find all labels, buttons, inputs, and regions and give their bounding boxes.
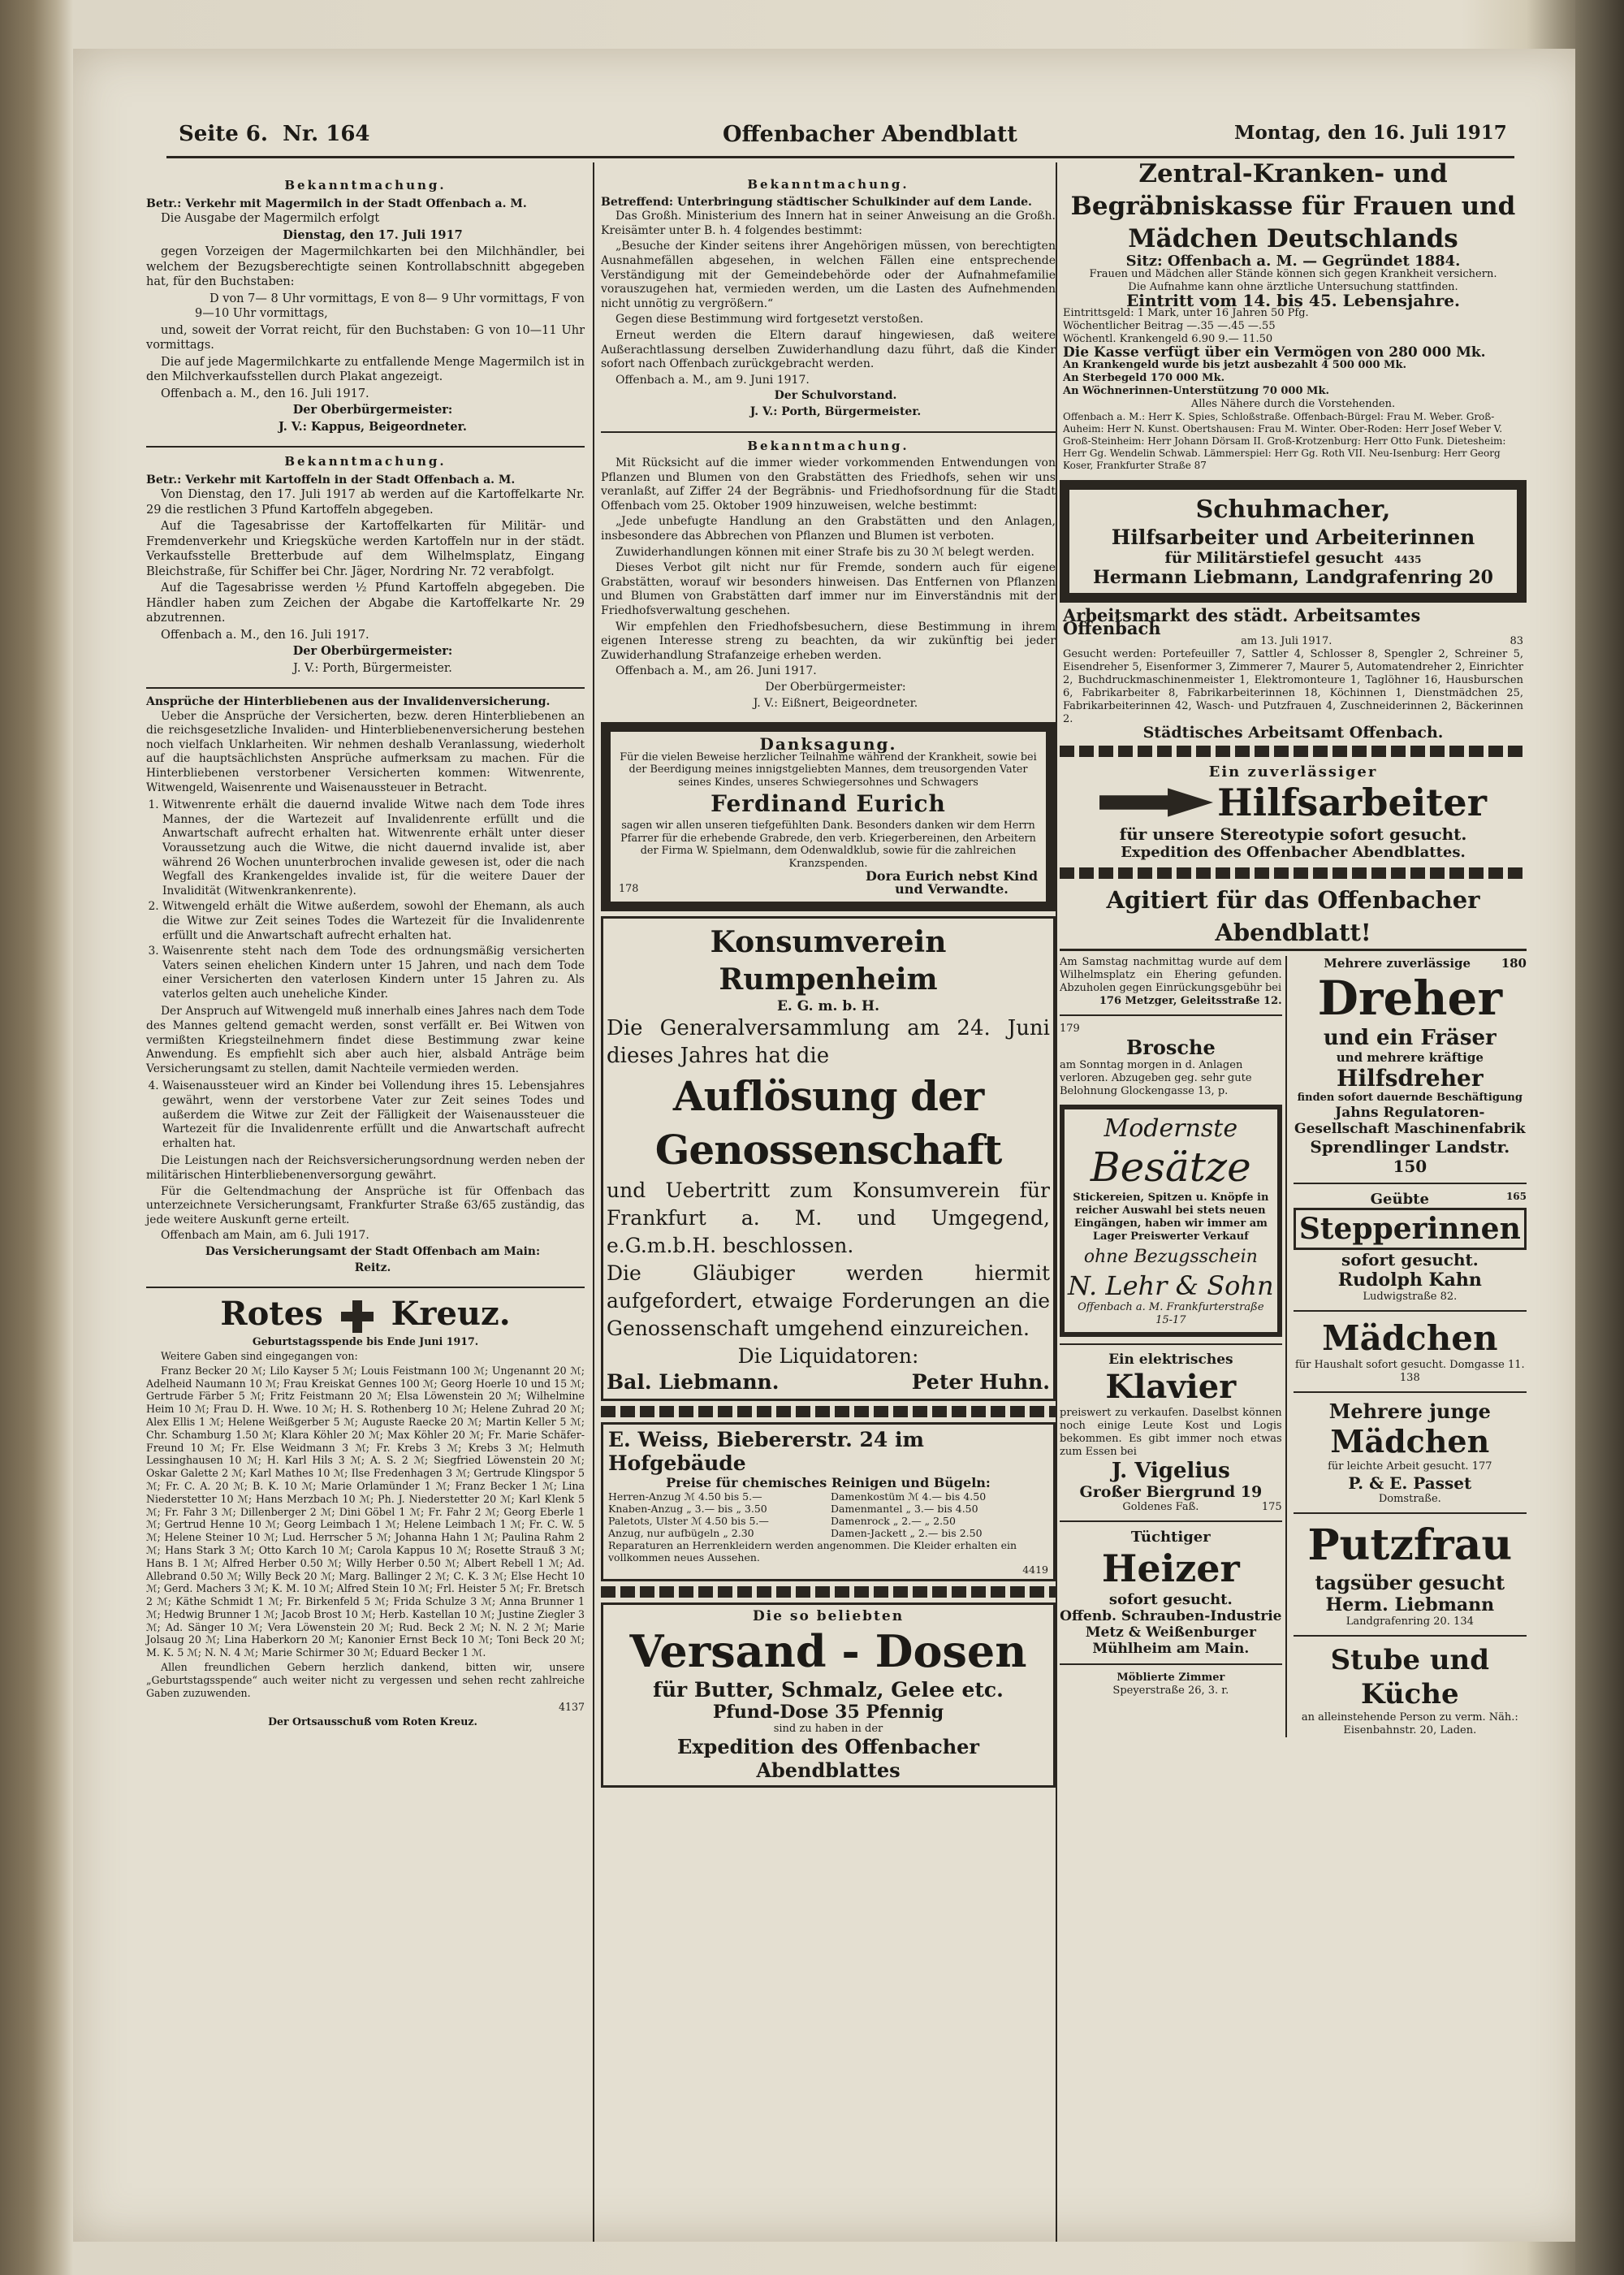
notice-text: Die Leistungen nach der Reichsversicherungsordnung werden neben der militärischen Hinterbliebenenversorgung gewährt.	[146, 1154, 585, 1182]
notice-signature: J. V.: Kappus, Beigeordneter.	[279, 419, 467, 434]
column-2	[601, 175, 1056, 1793]
ad-signature: Dora Eurich nebst Kind	[866, 868, 1038, 884]
separator	[1060, 1014, 1282, 1016]
benefit-list	[146, 1079, 585, 1151]
ad-text: Alles Nähere durch die Vorstehenden.	[1190, 398, 1396, 410]
ad-address: Speyerstraße 26, 3. r.	[1112, 1685, 1229, 1697]
notice-title: Bekanntmachung.	[747, 438, 909, 453]
ad-text: am 13. Juli 1917.	[1241, 635, 1332, 647]
ad-danksagung	[601, 722, 1056, 911]
ad-title: E. Weiss, Biebererstr. 24 im Hofgebäude	[608, 1428, 924, 1476]
notice-text: Allen freundlichen Gebern herzlich dankend, bitten wir, unsere „Geburtstagsspende“ auch weiter nicht zu vergessen und sehen recht zahlreiche Gaben zuzuwenden.	[146, 1661, 585, 1699]
header-number: Nr. 164	[283, 122, 370, 146]
notice-title: Bekanntmachung.	[284, 178, 447, 192]
ad-text: Expedition des Offenbacher Abendblattes	[676, 1735, 980, 1783]
ad-code: 175	[1261, 1501, 1282, 1513]
notice-place: Offenbach a. M., am 9. Juni 1917.	[615, 373, 810, 387]
ad-headline: Eintritt vom 14. bis 45. Lebensjahre.	[1126, 291, 1460, 310]
ad-text: Die Gläubiger werden hiermit aufgefordert, etwaige Forderungen an die Genossenschaft umgehend einzureichen.	[607, 1261, 1050, 1341]
small-ads-grid	[1060, 956, 1527, 1737]
ad-schuhmacher	[1060, 480, 1527, 603]
ad-text: an alleinstehende Person zu verm. Näh.: Eisenbahnstr. 20, Laden.	[1301, 1711, 1518, 1737]
notice-subject: Betreffend: Unterbringung städtischer Schulkinder auf dem Lande.	[601, 195, 1032, 209]
ad-hilfsarbeiter	[1060, 762, 1527, 863]
separator	[1294, 1512, 1527, 1514]
notice-signature: J. V.: Porth, Bürgermeister.	[293, 661, 452, 675]
notice-place: Offenbach a. M., den 16. Juli 1917.	[161, 628, 369, 642]
notice-text: Die auf jede Magermilchkarte zu entfallende Menge Magermilch ist in den Milchverkaufsstellen durch Plakat angezeigt.	[146, 355, 585, 383]
ad-text: Stickereien, Spitzen u. Knöpfe in reicher Auswahl bei stets neuen Eingängen, haben wir immer am Lager Preiswerter Verkauf	[1073, 1192, 1269, 1243]
ad-code: 138	[1399, 1372, 1420, 1384]
ad-title: Heizer	[1101, 1546, 1240, 1590]
column-3	[1060, 154, 1527, 1737]
ad-code: 134	[1453, 1615, 1474, 1628]
list-item: 3. Waisenrente steht nach dem Tode des ordnungsmäßig versicherten Vaters seinen ehelichen Kindern unter 15 Jahren, und nach dem Tode einer Versicherten den vaterlosen Kindern unter 15 Jahren zu. Als vaterlos gelten auch uneheliche Kinder.	[162, 945, 585, 1001]
notice-text: Für die Geltendmachung der Ansprüche ist für Offenbach das unterzeichnete Versicherungsamt, Frankfurter Straße 63/65 zuständig, das jede weitere Auskunft gerne erteilt.	[146, 1184, 585, 1226]
notice-signature: J. V.: Eißnert, Beigeordneter.	[753, 696, 918, 710]
ad-text: für Butter, Schmalz, Gelee etc.	[653, 1678, 1004, 1702]
ad-firm: N. Lehr & Sohn	[1068, 1270, 1274, 1301]
notice-signature: Der Oberbürgermeister:	[765, 681, 906, 694]
separator	[146, 1287, 585, 1288]
ad-text: preiswert zu verkaufen. Daselbst können noch einige Leute Kost und Logis bekommen. Es gibt immer noch etwas zum Essen bei	[1060, 1407, 1282, 1458]
decorative-border	[1060, 867, 1527, 879]
ad-code: 4137	[558, 1701, 585, 1714]
decorative-border	[601, 1586, 1056, 1598]
separator	[1294, 1635, 1527, 1637]
ad-title: Danksagung.	[759, 734, 897, 755]
notice-text: Ueber die Ansprüche der Versicherten, bezw. deren Hinterbliebenen an die reichsgesetzliche Invaliden- und Hinterbliebenenversicherung bestehen noch vielfach Unklarheiten. Wir nehmen deshalb Veranlassung, wiederholt auf die hauptsächlichsten Ansprüche aufmerksam zu machen. Für die Hinterbliebenen verstorbener Versicherten kommen: Witwenrente, Witwengeld, Waisenrente und Waisenaussteuer in Betracht.	[146, 709, 585, 794]
ad-title: Konsumverein Rumpenheim	[710, 925, 947, 997]
rate-row: Wöchentl. Krankengeld 6.90 9.— 11.50	[1063, 333, 1273, 345]
header-paper-title: Offenbacher Abendblatt	[723, 122, 1017, 147]
ad-code: 179	[1060, 1023, 1080, 1035]
ad-text: Für die vielen Beweise herzlicher Teilnahme während der Krankheit, sowie bei der Beerdigung meines innigstgeliebten Mannes, dem treusorgenden Vater seines Kindes, unseres Schwiegersohnes und Schwagers	[620, 750, 1037, 789]
ad-title: Mädchen	[1330, 1423, 1490, 1460]
ad-title: Arbeitsmarkt des städt. Arbeitsamtes Offenbach	[1063, 605, 1421, 638]
notice-text: Auf die Tagesabrisse werden ½ Pfund Kartoffeln abgegeben. Die Händler haben zum Zeichen der Abgabe die Kartoffelkarte Nr. 29 abzutrennen.	[146, 582, 585, 625]
ad-text: und mehrere kräftige	[1336, 1050, 1484, 1065]
ad-zentralkasse	[1060, 154, 1527, 475]
ad-text: finden sofort dauernde Beschäftigung	[1297, 1092, 1522, 1104]
price-row: Damenrock „ 2.— „ 2.50	[831, 1515, 956, 1528]
ad-text: Frauen und Mädchen aller Stände können sich gegen Krankheit versichern.	[1089, 268, 1497, 280]
notice-text: Der Anspruch auf Witwengeld muß innerhalb eines Jahres nach dem Tode des Mannes geltend gemacht werden, sonst verfällt er. Bei Witwen von vermißten Kriegsteilnehmern findet diese Bestimmung zwar keine Anwendung. Es empfiehlt sich aber auch hier, alsbald Anträge beim Versicherungsamt zu stellen, damit Nachteile vermieden werden.	[146, 1005, 585, 1075]
benefit-list	[146, 798, 585, 1001]
ad-address: Ludwigstraße 82.	[1363, 1291, 1458, 1303]
rotes-kreuz	[146, 1295, 585, 1728]
rate-row: An Krankengeld wurde bis jetzt ausbezahlt 4 500 000 Mk.	[1063, 359, 1406, 371]
ad-text: Mehrere zuverlässige	[1324, 956, 1471, 971]
notice-text: Auf die Tagesabrisse der Kartoffelkarten für Militär- und Fremdenverkehr und Kriegsküche werden Kartoffeln nur in der städt. Verkaufsstelle Bretterbude auf dem Wilhelmsplatz, Eingang Bleichstraße, für Schiffer bei Chr. Jäger, Nordring Nr. 72 verabfolgt.	[146, 520, 585, 578]
decorative-border	[1060, 746, 1527, 757]
ad-title: Möblierte Zimmer	[1116, 1672, 1225, 1684]
ad-code: 180	[1501, 956, 1527, 971]
notice-text: und, soweit der Vorrat reicht, für den Buchstaben: G von 10—11 Uhr vormittags.	[146, 323, 585, 352]
notice-magermilch	[146, 178, 585, 435]
ad-text: ohne Bezugsschein	[1083, 1247, 1258, 1267]
ad-zimmer	[1060, 1672, 1282, 1698]
ad-weiss	[601, 1422, 1056, 1581]
ad-text: und ein Fräser	[1323, 1026, 1497, 1050]
ad-text: für Militärstiefel gesucht	[1164, 549, 1384, 567]
rate-row: An Wöchnerinnen-Unterstützung 70 000 Mk.	[1063, 385, 1329, 397]
ad-text: für unsere Stereotypie sofort gesucht.	[1119, 824, 1467, 844]
ad-firm: P. & E. Passet	[1348, 1473, 1472, 1493]
notice-text: Weitere Gaben sind eingegangen von:	[161, 1349, 358, 1362]
ad-konsumverein	[601, 916, 1056, 1401]
notice-text: Zuwiderhandlungen können mit einer Strafe bis zu 30 ℳ belegt werden.	[615, 545, 1034, 559]
column-1	[146, 175, 585, 1740]
price-row: Herren-Anzug ℳ 4.50 bis 5.—	[608, 1490, 762, 1503]
ad-text: sofort gesucht.	[1108, 1591, 1233, 1608]
price-row: Damenmantel „ 3.— bis 4.50	[831, 1503, 978, 1516]
ad-signature: Peter Huhn.	[911, 1370, 1050, 1395]
ad-title: Stepperinnen	[1294, 1208, 1527, 1250]
pointing-hand-icon	[1099, 785, 1213, 820]
small-ads-left	[1060, 956, 1287, 1737]
ad-signature: Bal. Liebmann.	[607, 1370, 780, 1395]
ad-title: Mädchen	[1322, 1318, 1498, 1358]
notice-text: Gegen diese Bestimmung wird fortgesetzt verstoßen.	[615, 313, 924, 327]
ad-title: Hilfsarbeiter	[1217, 781, 1487, 824]
ad-name: Ferdinand Eurich	[710, 790, 946, 818]
notice-subject: Betr.: Verkehr mit Magermilch in der Stadt Offenbach a. M.	[146, 197, 527, 210]
price-row: Anzug, nur aufbügeln „ 2.30	[608, 1527, 754, 1540]
ad-code: 178	[619, 882, 639, 895]
notice-signature: J. V.: Porth, Bürgermeister.	[749, 404, 922, 418]
rotes-kreuz-heading	[146, 1295, 585, 1334]
notice-text: D von 7— 8 Uhr vormittags, E von 8— 9 Uhr vormittags, F von 9—10 Uhr vormittags,	[195, 292, 585, 320]
ad-headline: Auflösung der Genossenschaft	[654, 1072, 1002, 1174]
ad-text: Die Kasse verfügt über ein Vermögen von 280 000 Mk.	[1063, 344, 1486, 361]
ad-versanddosen	[601, 1602, 1056, 1788]
ad-text: Offenb. Schrauben-Industrie Metz & Weißenburger Mühlheim am Main.	[1060, 1608, 1282, 1657]
ad-text: Ein zuverlässiger	[1208, 763, 1378, 781]
ad-code: 165	[1505, 1191, 1527, 1202]
notice-place: Offenbach a. M., den 16. Juli 1917.	[161, 387, 369, 400]
ad-subtitle: Sitz: Offenbach a. M. — Gegründet 1884.	[1125, 253, 1461, 270]
ad-klavier	[1060, 1352, 1282, 1514]
rotes-kreuz-title: Kreuz.	[391, 1295, 511, 1334]
list-item: 2. Witwengeld erhält die Witwe außerdem, sowohl der Ehemann, als auch die Witwe zur Zeit seines Todes die Wartezeit für die Invalidenrente erfüllt und die Anwartschaft aufrecht erhalten hat.	[162, 900, 585, 943]
ad-signature: und Verwandte.	[895, 880, 1009, 897]
ad-text: Mehrere junge	[1328, 1399, 1491, 1423]
rotes-kreuz-subtitle: Geburtstagsspende bis Ende Juni 1917.	[252, 1335, 479, 1348]
notice-place: Offenbach a. M., am 26. Juni 1917.	[615, 664, 817, 678]
ad-text: am Sonntag morgen in d. Anlagen verloren. Abzugeben geg. sehr gute Belohnung Glockengasse 13, p.	[1060, 1059, 1252, 1097]
notice-kartoffeln	[146, 454, 585, 676]
price-row: Knaben-Anzug „ 3.— bis „ 3.50	[608, 1503, 767, 1516]
ad-title: Brosche	[1125, 1036, 1216, 1059]
notice-text: Wir empfehlen den Friedhofsbesuchern, diese Bestimmung in ihrem eigenen Interesse streng zu beachten, da wir zukünftig bei jeder Zuwiderhandlung Strafanzeige erheben werden.	[601, 620, 1056, 662]
notice-text: Die Ausgabe der Magermilch erfolgt	[161, 212, 380, 225]
notice-title: Bekanntmachung.	[747, 177, 909, 192]
separator	[1294, 1310, 1527, 1312]
price-row: Paletots, Ulster ℳ 4.50 bis 5.—	[608, 1515, 769, 1528]
ad-title: Putzfrau	[1307, 1520, 1513, 1570]
rotes-kreuz-title: Rotes	[220, 1295, 323, 1334]
ad-text: und Uebertritt zum Konsumverein für Frankfurt a. M. und Umgegend, e.G.m.b.H. beschlossen.	[607, 1179, 1050, 1258]
ad-text: Geübte	[1370, 1191, 1429, 1208]
ad-firm: Herm. Liebmann	[1325, 1594, 1495, 1615]
notice-signature: Der Oberbürgermeister:	[292, 403, 453, 417]
small-ads-right	[1290, 956, 1527, 1737]
ad-address: Landgrafenring 20.	[1345, 1615, 1450, 1628]
column-rule-2	[1056, 162, 1057, 2242]
notice-text: Dieses Verbot gilt nicht nur für Fremde, sondern auch für eigene Grabstätten, worauf wir besonders hinweisen. Das Entfernen von Pflanzen und Blumen von Grabstätten darf immer nur im Einverständnis mit der Friedhofsverwaltung geschehen.	[601, 561, 1056, 618]
price-row: Damenkostüm ℳ 4.— bis 4.50	[831, 1490, 987, 1503]
notice-signature: Der Ortsausschuß vom Roten Kreuz.	[268, 1715, 477, 1728]
header-date: Montag, den 16. Juli 1917	[1234, 122, 1507, 144]
ad-title: Stube und Küche	[1330, 1644, 1490, 1711]
ad-text: Die so beliebten	[752, 1608, 905, 1625]
ad-subtitle: Preise für chemisches Reinigen und Bügeln:	[666, 1475, 991, 1491]
separator	[601, 431, 1056, 433]
ad-text: Expedition des Offenbacher Abendblattes.	[1121, 844, 1466, 861]
price-table	[608, 1490, 1048, 1539]
ad-price: Pfund-Dose 35 Pfennig	[712, 1702, 944, 1724]
notice-text: Mit Rücksicht auf die immer wieder vorkommenden Entwendungen von Pflanzen und Blumen von den Grabstätten des Friedhofs, sehen wir uns veranlaßt, auf Ziffer 24 der Begräbnis- und Friedhofsordnung für die Stadt Offenbach vom 25. Oktober 1909 hinzuweisen, welche bestimmt:	[601, 456, 1056, 513]
notice-date-bold: Dienstag, den 17. Juli 1917	[283, 227, 463, 242]
header-page: Seite 6. Nr. 164	[179, 122, 370, 146]
notice-text: Das Großh. Ministerium des Innern hat in seiner Anweisung an die Großh. Kreisämter unter B. h. 4 folgendes bestimmt:	[601, 210, 1056, 237]
ad-text: Die Aufnahme kann ohne ärztliche Untersuchung stattfinden.	[1128, 281, 1458, 293]
notice-title: Bekanntmachung.	[284, 454, 447, 469]
red-cross-icon	[341, 1300, 374, 1333]
list-item: 1. Witwenrente erhält die dauernd invalide Witwe nach dem Tode ihres Mannes, der die Wartezeit auf Invalidenrente erfüllt und die Anwartschaft aufrecht erhalten hat. Witwenrente erhält unter dieser Voraussetzung auch die Witwe, die nicht dauernd invalide ist, aber während 26 Wochen ununterbrochen invalide gewesen ist, oder die nach Wegfall des Krankengeldes invalide ist, für die weitere Dauer der Invalidität (Witwenkrankenrente).	[162, 798, 585, 898]
ad-stube-kueche	[1294, 1643, 1527, 1737]
ad-text: Die Liquidatoren:	[737, 1344, 919, 1369]
notice-text: gegen Vorzeigen der Magermilchkarten bei den Milchhändler, bei welchem der Bezugsberechtigte seinen Kontrollabschnitt abgegeben hat, für den Buchstaben:	[146, 245, 585, 288]
ad-signature: 176 Metzger, Geleitsstraße 12.	[1099, 995, 1282, 1007]
ad-title: Zentral-Kranken- und Begräbniskasse für Frauen und Mädchen Deutschlands	[1070, 159, 1516, 253]
notice-signature: Reitz.	[354, 1261, 391, 1274]
ad-text: Ein elektrisches	[1108, 1352, 1233, 1368]
arbeitsmarkt	[1060, 605, 1527, 742]
ad-text: Gesucht werden: Portefeuiller 7, Sattler 4, Schlosser 8, Spengler 2, Schreiner 5, Eisendreher 5, Eisenformer 3, Zimmerer 7, Maurer 5, Automatendreher 2, Einrichter 2, Buchdruckmaschinenmeister 1, Elektromonteure 1, Taglöhner 16, Hausburschen 6, Fabrikarbeiter 8, Fabrikarbeiterinnen 18, Köchinnen 1, Dienstmädchen 25, Fabrikarbeiterinnen 42, Wasch- und Putzfrauen 4, Zuschneiderinnen 2, Bäckerinnen 2.	[1063, 648, 1523, 725]
notice-friedhof	[601, 439, 1056, 711]
ad-text: Reparaturen an Herrenkleidern werden angenommen. Die Kleider erhalten ein vollkommen neues Aussehen.	[608, 1539, 1017, 1564]
ad-title: Dreher	[1317, 971, 1503, 1026]
ad-title: Schuhmacher,	[1195, 495, 1391, 524]
ad-address: Offenbach a. M. Frankfurterstraße 15-17	[1078, 1301, 1264, 1326]
rate-row: Eintrittsgeld: 1 Mark, unter 16 Jahren 50 Pfg.	[1063, 307, 1309, 319]
ad-code: 177	[1471, 1460, 1492, 1473]
ad-besaetze	[1060, 1105, 1282, 1337]
ad-address: Großer Biergrund 19	[1079, 1483, 1263, 1501]
notice-signature: Der Schulvorstand.	[774, 389, 897, 403]
rate-row: An Sterbegeld 170 000 Mk.	[1063, 372, 1225, 384]
ad-title: Klavier	[1105, 1368, 1237, 1406]
ad-maedchen-1	[1294, 1318, 1527, 1385]
separator	[1294, 1391, 1527, 1393]
ad-heizer	[1060, 1529, 1282, 1657]
ad-title: Versand - Dosen	[629, 1625, 1027, 1678]
ad-title: Besätze	[1090, 1144, 1251, 1191]
ad-text: Die Generalversammlung am 24. Juni dieses Jahres hat die	[607, 1016, 1050, 1069]
rate-row: Wöchentlicher Beitrag —.35 —.45 —.55	[1063, 320, 1276, 332]
notice-text: Von Dienstag, den 17. Juli 1917 ab werden auf die Kartoffelkarte Nr. 29 die restlichen 3 Pfund Kartoffeln abgegeben.	[146, 488, 585, 517]
notice-text: „Besuche der Kinder seitens ihrer Angehörigen müssen, von berechtigten Ausnahmefällen abgesehen, in welchen Fällen eine entsprechende Verständigung mit der Gemeindebehörde oder der Aufnahmefamilie vorauszugehen hat, vermieden werden, um die Lasten des Aufnehmenden nicht unnötig zu vergrößern.“	[601, 240, 1056, 310]
ad-text: Hermann Liebmann, Landgrafenring 20	[1093, 567, 1493, 588]
ad-putzfrau	[1294, 1520, 1527, 1628]
ad-text: sind zu haben in der	[773, 1723, 883, 1736]
notice-signature: Der Oberbürgermeister:	[292, 644, 453, 658]
ad-text: Goldenes Faß.	[1122, 1501, 1199, 1513]
separator	[1060, 1520, 1282, 1522]
ad-text: Tüchtiger	[1130, 1529, 1211, 1546]
ad-title: Modernste	[1104, 1114, 1238, 1143]
ad-dreher	[1294, 956, 1527, 1176]
notice-schulkinder	[601, 178, 1056, 420]
column-rule-1	[593, 162, 594, 2242]
ad-text: für Haushalt sofort gesucht. Domgasse 11.	[1294, 1359, 1525, 1371]
agent-list: Offenbach a. M.: Herr K. Spies, Schloßstraße. Offenbach-Bürgel: Frau M. Weber. Groß-Auheim: Herr N. Kunst. Obertshausen: Frau M. Winter. Ober-Roden: Herr Josef Weber V. Groß-Steinheim: Herr Johann Dörsam II. Groß-Krotzenburg: Herr Otto Funk. Dietesheim: Herr Gg. Wendelin Schwab. Lämmerspiel: Herr Gg. Roth VII. Neu-Isenburg: Herr Georg Koser, Frankfurter Straße 87	[1063, 411, 1506, 471]
ad-text: für leichte Arbeit gesucht.	[1328, 1460, 1469, 1473]
ad-code: 4435	[1394, 554, 1422, 565]
ad-code: 4419	[1022, 1564, 1048, 1576]
ad-signature: Städtisches Arbeitsamt Offenbach.	[1142, 724, 1444, 742]
ad-text: tagsüber gesucht	[1315, 1571, 1505, 1594]
ad-address: Sprendlinger Landstr. 150	[1310, 1137, 1510, 1176]
separator	[146, 687, 585, 689]
ad-firm: Rudolph Kahn	[1337, 1269, 1482, 1291]
notice-subject: Betr.: Verkehr mit Kartoffeln in der Stadt Offenbach a. M.	[146, 473, 516, 487]
separator	[1294, 1183, 1527, 1184]
notice-place: Offenbach am Main, am 6. Juli 1917.	[161, 1229, 369, 1243]
ad-text: Jahns Regulatoren-Gesellschaft Maschinenfabrik	[1294, 1105, 1526, 1137]
ad-code: 83	[1510, 635, 1523, 647]
notice-signature: Das Versicherungsamt der Stadt Offenbach am Main:	[205, 1244, 541, 1258]
separator	[146, 446, 585, 448]
donor-list: Franz Becker 20 ℳ; Lilo Kayser 5 ℳ; Louis Feistmann 100 ℳ; Ungenannt 20 ℳ; Adelheid Naumann 10 ℳ; Frau Kreiskat Gennes 100 ℳ; Georg Hoerle 10 und 15 ℳ; Gertrude Färber 5 ℳ; Fritz Feistmann 20 ℳ; Elsa Löwenstein 20 ℳ; Wilhelmine Heim 10 ℳ; Frau D. H. Wwe. 10 ℳ; H. S. Rothenberg 10 ℳ; Helene Zuhrad 20 ℳ; Alex Ellis 1 ℳ; Helene Weißgerber 5 ℳ; Auguste Raecke 20 ℳ; Martin Keller 5 ℳ; Chr. Schamburg 1.50 ℳ; Klara Köhler 20 ℳ; Max Köhler 20 ℳ; Fr. Marie Schäfer-Freund 10 ℳ; Fr. Else Weidmann 3 ℳ; Fr. Krebs 3 ℳ; Krebs 3 ℳ; Helmuth Lessinghausen 10 ℳ; H. Karl Hils 3 ℳ; A. S. 2 ℳ; Siegfried Löwenstein 20 ℳ; Oskar Galette 2 ℳ; Karl Mathes 10 ℳ; Ilse Fredenhagen 3 ℳ; Gertrude Klingspor 5 ℳ; Fr. C. A. 20 ℳ; B. K. 10 ℳ; Marie Orlamünder 1 ℳ; Franz Becker 1 ℳ; Lina Niederstetter 10 ℳ; Hans Merzbach 10 ℳ; Ph. J. Niederstetter 20 ℳ; Karl Klenk 5 ℳ; Fr. Fahr 3 ℳ; Dillenberger 2 ℳ; Dini Göbel 1 ℳ; Fr. Fahr 2 ℳ; Georg Eberle 1 ℳ; Gertrud Henne 10 ℳ; Georg Leimbach 1 ℳ; Helene Leimbach 1 ℳ; Fr. C. W. 5 ℳ; Helene Steiner 10 ℳ; Lud. Herrscher 5 ℳ; Johanna Hahn 1 ℳ; Paulina Rahm 2 ℳ; Hans Stark 3 ℳ; Otto Karch 10 ℳ; Carola Kappus 10 ℳ; Rosette Strauß 3 ℳ; Hans B. 1 ℳ; Alfred Herber 0.50 ℳ; Willy Herber 0.50 ℳ; Albert Rebell 1 ℳ; Ad. Allebrand 0.50 ℳ; Willy Beck 20 ℳ; Marg. Ballinger 2 ℳ; C. K. 3 ℳ; Else Hecht 10 ℳ; Gerd. Machers 3 ℳ; K. M. 10 ℳ; Alfred Stein 10 ℳ; Frl. Heister 5 ℳ; Fr. Bretsch 2 ℳ; Käthe Schmidt 1 ℳ; Fr. Birkenfeld 5 ℳ; Frida Schulze 3 ℳ; Anna Brunner 1 ℳ; Hedwig Brunner 1 ℳ; Jacob Brost 10 ℳ; Herb. Kastellan 10 ℳ; Justine Ziegler 3 ℳ; Ad. Sänger 10 ℳ; Vera Löwenstein 20 ℳ; Rud. Beck 2 ℳ; N. N. 2 ℳ; Marie Jolsaug 20 ℳ; Lina Haberkorn 20 ℳ; Kanonier Ernst Beck 10 ℳ; Toni Beck 20 ℳ; M. K. 5 ℳ; N. N. 4 ℳ; Marie Schirmer 30 ℳ; Eduard Becker 1 ℳ.	[146, 1364, 585, 1659]
ad-title: Hilfsdreher	[1337, 1065, 1484, 1092]
ad-text: Am Samstag nachmittag wurde auf dem Wilhelmsplatz ein Ehering gefunden. Abzuholen gegen Einrückungsgebühr bei	[1060, 956, 1282, 994]
next-page-edge	[1575, 0, 1624, 2275]
agitation-slogan: Agitiert für das Offenbacher Abendblatt!	[1060, 884, 1527, 951]
ad-stepperinnen	[1294, 1191, 1527, 1304]
separator	[1060, 1663, 1282, 1665]
notice-subject: Ansprüche der Hinterbliebenen aus der Invalidenversicherung.	[146, 695, 551, 708]
notice-text: Erneut werden die Eltern darauf hingewiesen, daß weitere Außerachtlassung derselben Zuwiderhandlung dazu führt, daß die Kinder sofort nach Offenbach zurückgebracht werden.	[601, 328, 1056, 371]
ad-subtitle: E. G. m. b. H.	[776, 998, 880, 1015]
ad-text: sofort gesucht.	[1341, 1250, 1479, 1269]
ad-text: Hilfsarbeiter und Arbeiterinnen	[1111, 525, 1475, 549]
ad-address: Domstraße.	[1378, 1493, 1441, 1505]
decorative-border	[601, 1406, 1056, 1417]
notice-hinterbliebene	[146, 695, 585, 1275]
ad-signature: J. Vigelius	[1111, 1459, 1230, 1483]
notice-text: „Jede unbefugte Handlung an den Grabstätten und den Anlagen, insbesondere das Abbrechen von Pflanzen und Blumen ist verboten.	[601, 515, 1056, 543]
price-row: Damen-Jackett „ 2.— bis 2.50	[831, 1527, 983, 1540]
ad-maedchen-2	[1294, 1399, 1527, 1506]
ad-text: sagen wir allen unseren tiefgefühlten Dank. Besonders danken wir dem Herrn Pfarrer für die erhebende Grabrede, den verb. Kriegerbereinen, den Arbeitern der Firma W. Spielmann, dem Odenwaldklub, sowie für die zahlreichen Kranzspenden.	[620, 820, 1036, 870]
list-item: 4. Waisenaussteuer wird an Kinder bei Vollendung ihres 15. Lebensjahres gewährt, wenn der verstorbene Vater zur Zeit seines Todes und außerdem die Witwe zur Zeit der Fälligkeit der Waisenaussteuer die Wartezeit für die Invalidenrente erfüllt und die Anwartschaft aufrecht erhalten hat.	[162, 1079, 585, 1151]
separator	[1060, 1343, 1282, 1345]
